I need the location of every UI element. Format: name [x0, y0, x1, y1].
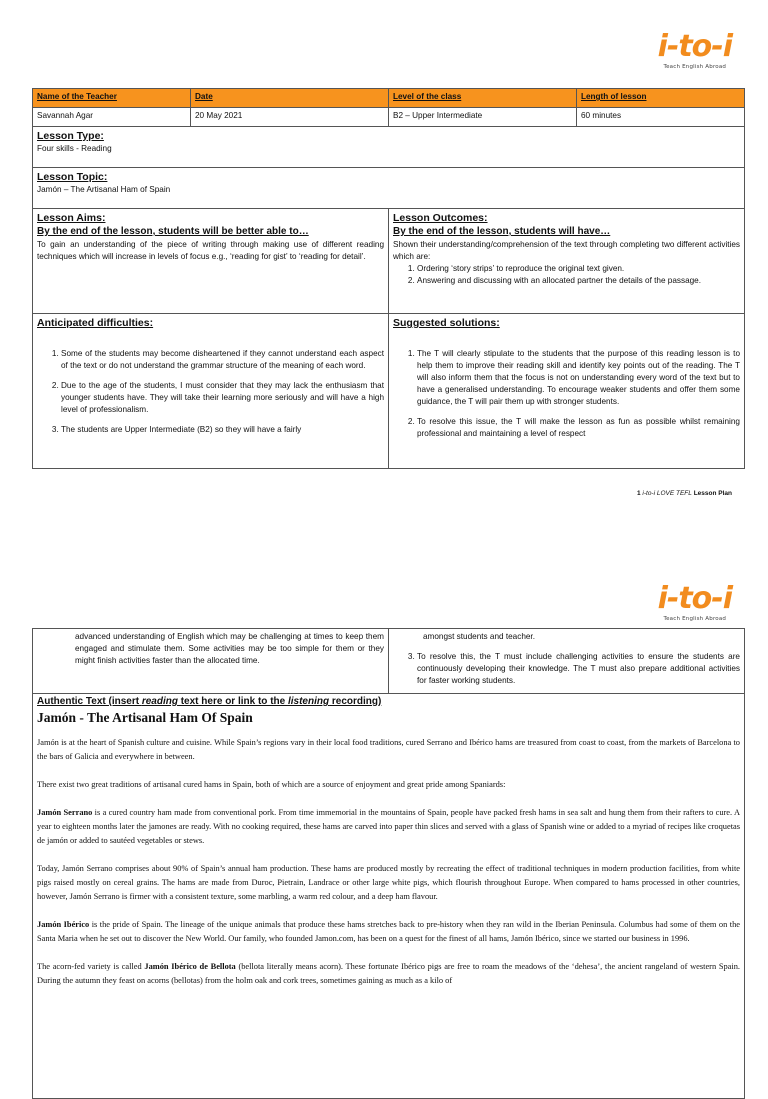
list-item: 2. Due to the age of the students, I must consider that they may lack the enthusiasm that younger students have. They will take their learning more seriously and will have a high level of professionalism.	[61, 380, 384, 416]
header-level: Level of the class	[389, 89, 577, 108]
article-paragraph	[37, 918, 740, 946]
authentic-head-part: text here or link to the	[177, 696, 288, 707]
aims-title: Lesson Aims:	[37, 212, 106, 224]
article-paragraph	[37, 960, 740, 988]
authentic-head-part: listening	[287, 696, 330, 707]
solutions-continued: amongst students and teacher.	[423, 632, 535, 641]
lesson-topic-row	[33, 168, 745, 209]
logo-mark: i-to-i	[657, 29, 732, 64]
page-gap	[0, 528, 768, 572]
values-row	[33, 108, 745, 127]
article-paragraph: Jamón is at the heart of Spanish culture and cuisine. While Spain’s regions vary in their local food traditions, cured Serrano and Ibérico hams are treasured from coast to coast, from the markets of Barcelona to the bars of Galicia and everywhere in between.	[37, 738, 740, 761]
list-item: 3. To resolve this, the T must include challenging activities to ensure the students are continuously developing their knowledge. The T must also prepare additional activities for faster working students.	[417, 651, 740, 687]
solutions-list-continued	[393, 651, 740, 687]
difficulties-list	[37, 348, 384, 436]
page-1	[0, 0, 768, 528]
article-title: Jamón - The Artisanal Ham Of Spain	[37, 710, 253, 725]
term-serrano: Jamón Serrano	[37, 808, 93, 817]
list-item: 1. The T will clearly stipulate to the students that the purpose of this reading lesson is to help them to improve their reading skill and identify key points out of the reading. The T will also inform them that the focus is not on understanding every word of the text but to have a generalised understanding. To encourage weaker students and offer them some guidance, the T will pair them up with stronger students.	[417, 348, 740, 408]
aims-outcomes-row	[33, 209, 745, 314]
lesson-topic-value: Jamón – The Artisanal Ham of Spain	[37, 185, 171, 194]
paragraph-text: is the pride of Spain. The lineage of the unique animals that produce these hams stretches back to pre-history when they ran wild in the Iberian Peninsula. Columbus had some of them on the Santa Maria when he set out to discover the New World. Our family, who founded Jamon.com, has been on a quest for the finest of all hams, Jamón Ibérico, since we started our business in 1996.	[37, 920, 740, 943]
term-bellota: Jamón Ibérico de Bellota	[144, 962, 236, 971]
aims-subtitle: By the end of the lesson, students will be better able to…	[37, 226, 309, 237]
lesson-topic-title: Lesson Topic:	[37, 171, 108, 183]
list-item: 1. Ordering ‘story strips’ to reproduce the original text given.	[417, 263, 740, 275]
list-item: 3. The students are Upper Intermediate (B2) so they will have a fairly	[61, 424, 384, 436]
header-length: Length of lesson	[577, 89, 745, 108]
list-item: 2. Answering and discussing with an allocated partner the details of the passage.	[417, 275, 740, 287]
article-paragraph: There exist two great traditions of artisanal cured hams in Spain, both of which are a source of enjoyment and great pride among Spaniards:	[37, 780, 506, 789]
difficulties-title: Anticipated difficulties:	[37, 317, 154, 329]
outcomes-title: Lesson Outcomes:	[393, 212, 488, 224]
article-paragraph: Today, Jamón Serrano comprises about 90% of Spain’s annual ham production. These hams are produced mostly by recreating the effect of traditional techniques in modern production facilities, from white pigs raised mostly on cereal grains. The hams are made from Duroc, Pietrain, Landrace or other large white pigs, which flourish throughout Europe. When compared to hams processed in other countries, however, Jamón Serrano is firmer with a consistent texture, some marbling, a warm red colour, and a deep ham flavour.	[37, 864, 740, 901]
lesson-type-row	[33, 127, 745, 168]
i-to-i-logo	[657, 581, 732, 622]
lesson-plan-table-continued	[32, 628, 745, 1099]
authentic-head-part: reading	[141, 696, 178, 707]
logo-tagline: Teach English Abroad	[663, 616, 727, 622]
authentic-text-row	[33, 694, 745, 1099]
outcomes-list	[393, 263, 740, 287]
lesson-plan-table	[32, 88, 745, 469]
lesson-type-title: Lesson Type:	[37, 130, 104, 142]
page-number: 1	[636, 490, 641, 497]
teacher-value: Savannah Agar	[33, 108, 191, 127]
term-iberico: Jamón Ibérico	[37, 920, 90, 929]
page-footer	[637, 490, 732, 497]
footer-brand: i-to-i LOVE TEFL	[642, 490, 692, 497]
solutions-list	[393, 348, 740, 440]
paragraph-text: (bellota literally means acorn). These fortunate Ibérico pigs are free to roam the meadows of the ‘dehesa’, the ancient rangeland of western Spain. During the autumn they feast on acorns (bellotas) from the holm oak and cork trees, sometimes gaining as much as a kilo of	[37, 962, 741, 985]
solutions-title: Suggested solutions:	[393, 317, 500, 329]
footer-label: Lesson Plan	[693, 490, 732, 497]
difficulties-continued: advanced understanding of English which may be challenging at times to keep them engaged and stimulate them. Some activities may be too simple for them or they might finish activities faster than the allocated time.	[75, 632, 384, 665]
continued-row	[33, 629, 745, 694]
lesson-type-value: Four skills - Reading	[37, 144, 112, 153]
authentic-text-heading	[37, 696, 740, 708]
logo-tagline: Teach English Abroad	[663, 64, 727, 70]
difficulties-solutions-row	[33, 314, 745, 469]
date-value: 20 May 2021	[191, 108, 389, 127]
header-teacher: Name of the Teacher	[33, 89, 191, 108]
article-paragraph	[37, 806, 740, 848]
header-row	[33, 89, 745, 108]
outcomes-subtitle: By the end of the lesson, students will have…	[393, 226, 611, 237]
outcomes-text: Shown their understanding/comprehension of the text through completing two different activities which are:	[393, 240, 740, 261]
page-2	[0, 572, 768, 1024]
paragraph-text: The acorn-fed variety is called	[37, 962, 145, 971]
authentic-head-part: Authentic Text (insert	[37, 696, 142, 707]
list-item: 2. To resolve this issue, the T will make the lesson as fun as possible whilst remaining professional and maintaining a level of respect	[417, 416, 740, 440]
list-item: 1. Some of the students may become disheartened if they cannot understand each aspect of the text or do not understand the grammar structure of the meaning of each word.	[61, 348, 384, 372]
header-date: Date	[191, 89, 389, 108]
level-value: B2 – Upper Intermediate	[389, 108, 577, 127]
authentic-head-part: recording)	[329, 696, 382, 707]
paragraph-text: is a cured country ham made from conventional pork. From time immemorial in the mountains of Spain, people have packed fresh hams in sea salt and hung them from their rafters to cure. A year to eighteen months later the jamones are ready. With no cooking required, these hams are carved into paper thin slices and served with a glass of Spanish wine or added to a myriad of recipes like croquetas de jamón or added to sautéed vegetables or stews.	[37, 808, 740, 845]
i-to-i-logo	[657, 29, 732, 70]
logo-mark: i-to-i	[657, 581, 732, 616]
length-value: 60 minutes	[577, 108, 745, 127]
aims-text: To gain an understanding of the piece of writing through making use of different reading techniques which will increase in levels of focus e.g., ‘reading for gist’ to ‘reading for detail’.	[37, 240, 384, 261]
